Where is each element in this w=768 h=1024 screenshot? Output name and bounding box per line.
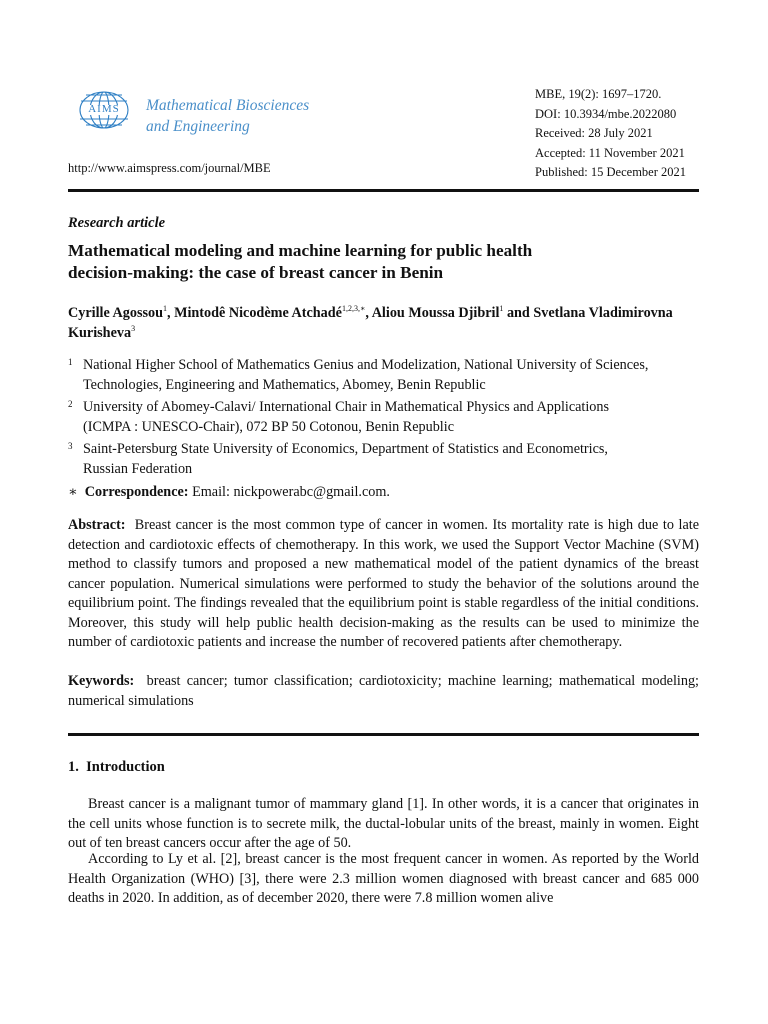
citation: MBE, 19(2): 1697–1720.: [535, 87, 662, 101]
doi-link[interactable]: DOI: 10.3934/mbe.2022080: [535, 106, 677, 121]
published-date: Published: 15 December 2021: [535, 165, 687, 180]
journal-url-link[interactable]: http://www.aimspress.com/journal/MBE: [68, 161, 271, 175]
intro-paragraph: Breast cancer is a malignant tumor of mammary gland [1]. In other words, it is a cancer that originates in the cell units whose function is to secrete milk, the ductal-lobular units of the breast, mainly in women. Eight out of ten breast cancers occur after the age of 50.: [68, 796, 699, 851]
abstract-divider: [68, 733, 699, 736]
intro-paragraph: According to Ly et al. [2], breast cancer is the most frequent cancer in women. As reported by the World Health Organization (WHO) [3], there were 2.3 million women diagnosed with breast cancer and 685 000 deaths in 2020. In addition, as of december 2020, there were 7.8 million women alive: [68, 851, 699, 906]
correspondence: ∗ Correspondence: Email: nickpowerabc@gmail.com.: [68, 484, 390, 500]
article-type: Research article: [68, 215, 166, 231]
abstract-text: Breast cancer is the most common type of cancer in women. Its mortality rate is high due to late detection and cardiotoxic effects of chemotherapy. In this work, we used the Support Vector Machine (SVM) method to classify tumors and proposed a new mathematical model of the patient dynamics of the breast cancer population. Numerical simulations were performed to study the behavior of the solutions around the equilibrium point. The findings revealed that the equilibrium point is stable regardless of the initial conditions. Moreover, this study will help public health decision-making as the results can be used to minimize the number of cardiotoxic patients and increase the number of recovered patients after chemotherapy.: [68, 517, 700, 650]
correspondence-label: Correspondence:: [84, 484, 189, 500]
affiliation: 2 University of Abomey-Calavi/ International Chair in Mathematical Physics and Applications (ICMPA : UNESCO-Chair), 072 BP 50 Cotonou, Benin Republic: [68, 399, 610, 435]
received-date: Received: 28 July 2021: [535, 126, 653, 141]
author-list: Cyrille Agossou$^1$, Mintodê Nicodème Atchadé$^{1,2,3,∗}$, Aliou Moussa Djibril$^1$ and Svetlana Vladimirovna Kurisheva$^3$: [68, 304, 673, 341]
abstract-label: Abstract:: [68, 517, 126, 533]
author-name: Svetlana Vladimirovna Kurisheva: [68, 305, 673, 341]
author-name: Cyrille Agossou: [68, 305, 163, 321]
keywords-label: Keywords:: [68, 673, 135, 689]
affiliation: 3 Saint-Petersburg State University of Economics, Department of Statistics and Econometrics, Russian Federation: [68, 441, 608, 477]
article-metadata: [535, 85, 686, 183]
correspondence-email[interactable]: Email: nickpowerabc@gmail.com.: [192, 484, 390, 500]
keywords: [68, 672, 699, 711]
aims-logo: [78, 90, 130, 130]
author-name: Aliou Moussa Djibril: [371, 305, 500, 321]
section-heading-introduction: 1. Introduction: [68, 759, 165, 775]
accepted-date: Accepted: 11 November 2021: [535, 145, 685, 160]
journal-name: Mathematical Biosciences and Engineering: [146, 97, 310, 135]
affiliation-list: [68, 356, 708, 479]
keywords-text: breast cancer; tumor classification; cardiotoxicity; machine learning; mathematical modeling; numerical simulations: [68, 673, 699, 709]
article-title: Mathematical modeling and machine learning for public health decision-making: the case of breast cancer in Benin: [68, 241, 533, 282]
affiliation: 1 National Higher School of Mathematics Genius and Modelization, National University of Sciences, Technologies, Engineering and Mathematics, Abomey, Benin Republic: [68, 357, 649, 393]
logo-text: AIMS: [88, 103, 120, 115]
author-name: Mintodê Nicodème Atchadé: [174, 305, 342, 321]
header-divider: [68, 189, 699, 192]
abstract: [68, 516, 699, 653]
